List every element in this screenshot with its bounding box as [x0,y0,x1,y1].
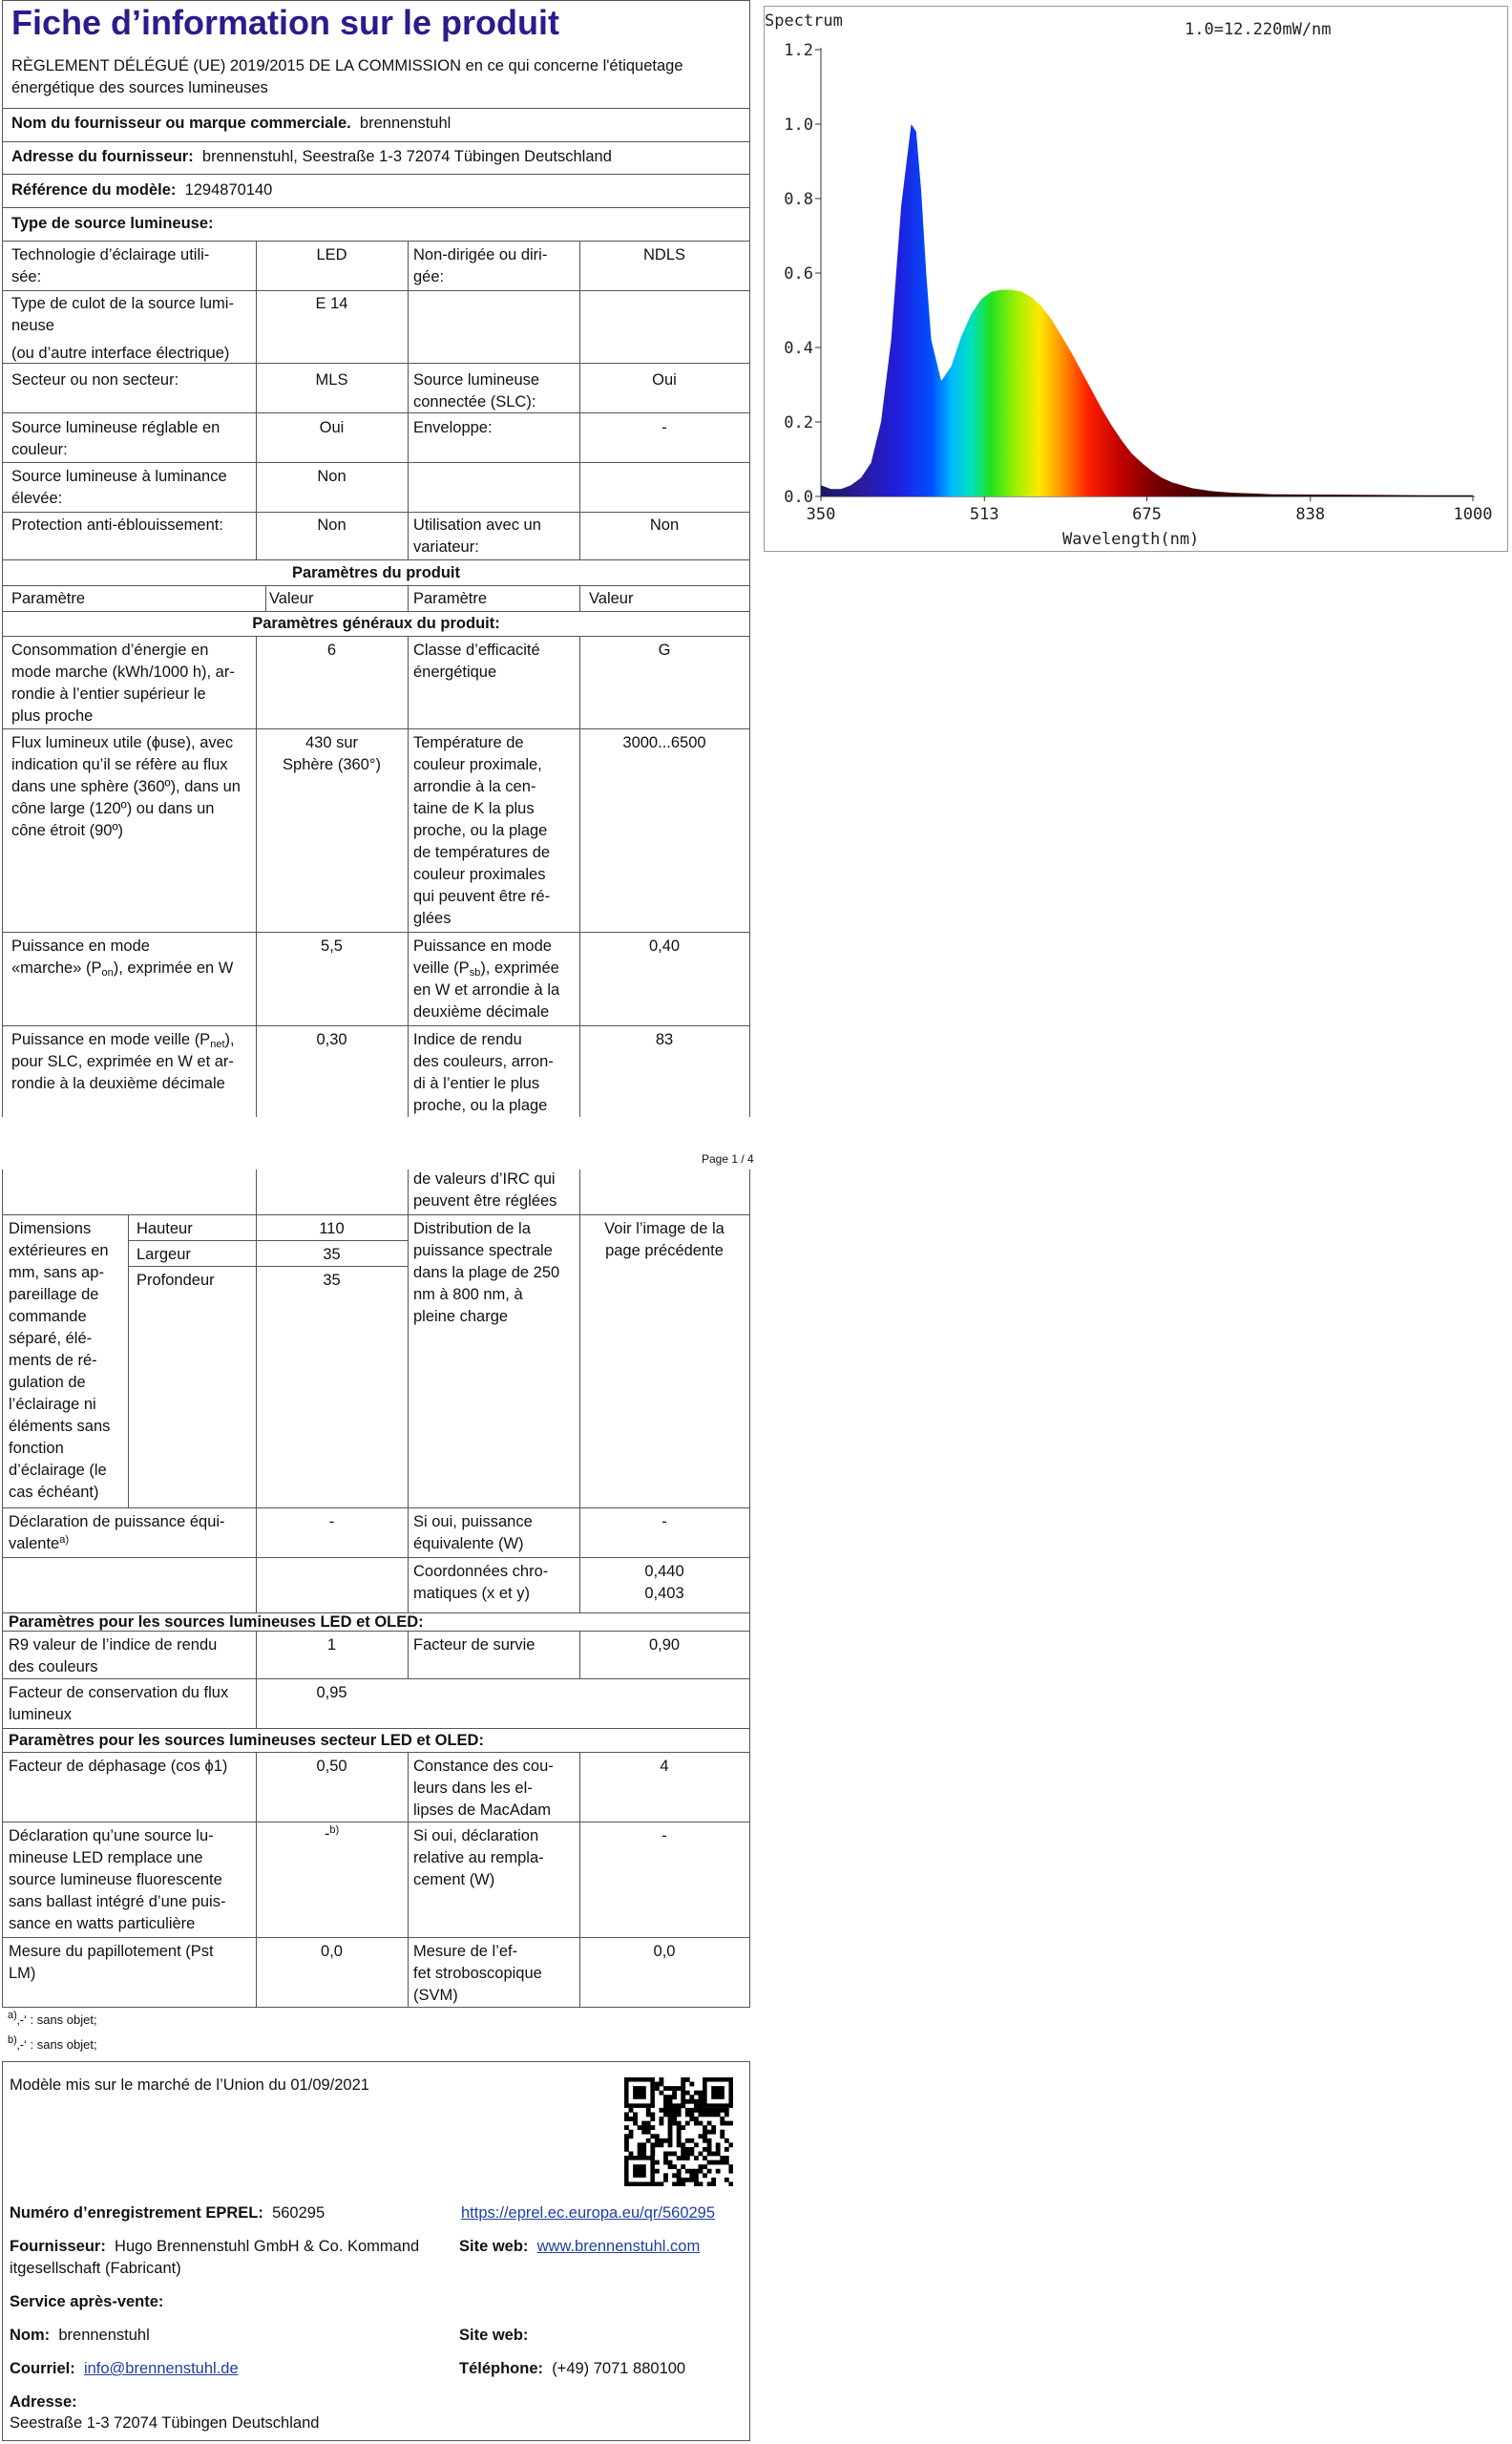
mains-label: Secteur ou non secteur: [11,371,179,389]
macadam-label: Constance des cou- leurs dans les el- lipses de MacAdam [413,1758,554,1819]
power-standby-value: 0,40 [648,938,681,955]
r9-value: 1 [326,1636,337,1654]
tech-value: LED [316,246,347,263]
colour-tunable-value: Oui [319,419,345,436]
cri-label: Indice de rendu des couleurs, arron- di à l’entier le plus proche, ou la plage [413,1031,554,1114]
chart-x-tick-label: 513 [969,505,999,524]
power-on-label: Puissance en mode «marche» $(P_{on})$, exprimée en W [11,938,234,979]
macadam-value: 4 [660,1758,669,1775]
mains-value: MLS [315,371,348,389]
lumen-maintenance-label: Facteur de conservation du flux lumineux [9,1684,229,1723]
col-header-param-1: Paramètre [11,590,86,607]
chart-y-tick-label: 1.0 [784,116,813,135]
dimmer-label: Utilisation avec un variateur: [413,516,541,556]
connected-value: Oui [652,371,677,389]
service-phone-row: Téléphone: (+49) 7071 880100 [459,2360,686,2377]
manufacturer-row: Fournisseur: Hugo Brennenstuhl GmbH & Co. Kommand itgesellschaft (Fabricant) [10,2238,420,2277]
flicker-label: Mesure du papillotement (Pst LM) [9,1943,214,1982]
service-address-value: Seestraße 1-3 72074 Tübingen Deutschland [10,2414,320,2432]
spectrum-series-area [821,124,1473,496]
chart-y-tick-label: 0.2 [784,413,813,432]
chromaticity-value: 0,440 0,403 [644,1563,684,1602]
chart-y-tick-label: 1.2 [784,41,813,60]
qr-code [624,2077,733,2186]
spectrum-chart-svg [765,7,1507,551]
stroboscopic-value: 0,0 [653,1943,676,1960]
replacement-claim-value: -$^{b)}$ [324,1824,340,1843]
col-header-value-1: Valeur [269,590,314,607]
directed-value: NDLS [642,246,685,263]
lumen-maintenance-value: 0,95 [316,1684,347,1701]
light-source-section-title: Type de source lumineuse: [11,215,214,232]
power-standby-label: Puissance en mode veille $(P_{sb})$, exprimée en W et arrondie à la deuxième décimale [413,938,560,1021]
supplier-address-value: brennenstuhl, Seestraße 1-3 72074 Tübingen Deutschland [201,148,612,165]
depth-label: Profondeur [136,1272,215,1289]
chart-x-axis-label: Wavelength(nm) [1062,530,1200,549]
service-website-label: Site web: [459,2327,529,2344]
model-reference-row [11,179,272,201]
tech-label: Technologie d’éclairage utili- sée: [11,246,210,285]
supplier-address-label: Adresse du fournisseur: [11,148,194,165]
equivalent-power-value: - [328,1513,335,1530]
footnote-a: $^{a)}$‚-‘ : sans objet; [8,2010,97,2027]
regulation-line-1: RÈGLEMENT DÉLÉGUÉ (UE) 2019/2015 DE LA COMMISSION en ce qui concerne l'étiquetage [11,57,683,74]
dimmer-value: Non [649,516,680,534]
chart-y-tick-label: 0.8 [784,190,813,209]
directed-label: Non-dirigée ou diri- gée: [413,246,548,285]
regulation-line-2: énergétique des sources lumineuses [11,79,268,96]
chart-y-tick-label: 0.0 [784,488,813,507]
equivalent-power-label: Déclaration de puissance équi- valente$^{a)}$ [9,1513,225,1552]
power-network-label: Puissance en mode veille $(P_{net})$, pour SLC, exprimée en W et ar- rondie à la deuxième décimale [11,1031,235,1092]
supplier-address-row [11,146,612,168]
high-luminance-value: Non [317,468,346,485]
page-title: Fiche d’information sur le produit [11,3,560,42]
spectral-distribution-label: Distribution de la puissance spectrale dans la plage de 250 nm à 800 nm, à pleine charge [413,1220,560,1325]
luminous-flux-label: Flux lumineux utile (ϕuse), avec indication qu’il se réfère au flux dans une sphère (360º), dans un cône large (120º) ou dans un cône étroit (90º) [11,734,241,839]
replacement-watt-label: Si oui, déclaration relative au rempla- cement (W) [413,1827,544,1888]
consumption-label: Consommation d’énergie en mode marche (kWh/1000 h), ar- rondie à l’entier supérieur le plus proche [11,642,235,725]
anti-glare-value: Non [317,516,346,534]
equivalent-watt-value: - [662,1513,667,1530]
survival-label: Facteur de survie [413,1636,536,1654]
service-name-row: Nom: brennenstuhl [10,2327,150,2344]
r9-label: R9 valeur de l’indice de rendu des couleurs [9,1636,218,1675]
eprel-registration-number: 560295 [272,2204,326,2222]
envelope-value: - [662,419,667,436]
cct-value: 3000...6500 [622,734,706,751]
mains-led-params-title: Paramètres pour les sources lumineuses secteur LED et OLED: [9,1732,484,1749]
cri-value: 83 [655,1031,674,1048]
envelope-label: Enveloppe: [413,419,493,436]
luminous-flux-value: 430 sur Sphère (360°) [283,734,381,773]
power-factor-label: Facteur de déphasage (cos ϕ1) [9,1758,228,1775]
height-label: Hauteur [136,1220,193,1237]
connected-label: Source lumineuse connectée (SLC): [413,371,540,411]
chart-x-tick-label: 1000 [1453,505,1493,524]
cap-type-label: Type de culot de la source lumi- neuse (ou d’autre interface électrique) [11,295,234,362]
supplier-name-value: brennenstuhl [359,115,452,132]
efficiency-class-label: Classe d’efficacité énergétique [413,642,540,681]
height-value: 110 [319,1220,345,1237]
eprel-qr-link[interactable]: https://eprel.ec.europa.eu/qr/560295 [461,2204,716,2222]
general-params-title: Paramètres généraux du produit: [252,615,500,632]
chart-x-tick-label: 675 [1132,505,1162,524]
spectral-distribution-value: Voir l’image de la page précédente [604,1220,724,1259]
width-value: 35 [323,1246,341,1263]
chart-y-tick-label: 0.4 [784,339,813,358]
efficiency-class-value: G [658,642,671,659]
manufacturer-website-row: Site web: www.brennenstuhl.com [459,2238,701,2255]
power-on-value: 5,5 [321,938,343,955]
spectrum-chart [764,6,1508,552]
colour-tunable-label: Source lumineuse réglable en couleur: [11,419,220,458]
replacement-claim-label: Déclaration qu’une source lu- mineuse LED remplace une source lumineuse fluorescente sans ballast intégré d’une puis- sance en watts particulière [9,1827,226,1932]
product-params-title: Paramètres du produit [291,564,461,581]
chart-scale-annotation: 1.0=12.220mW/nm [1185,20,1332,39]
col-header-value-2: Valeur [589,590,634,607]
col-header-param-2: Paramètre [413,590,488,607]
width-label: Largeur [136,1246,191,1263]
flicker-value: 0,0 [321,1943,343,1960]
depth-value: 35 [323,1272,341,1289]
chromaticity-label: Coordonnées chro- matiques (x et y) [413,1563,549,1602]
chart-title: Spectrum [765,11,843,31]
power-network-value: 0,30 [316,1031,347,1048]
market-date: Modèle mis sur le marché de l’Union du 01/09/2021 [10,2076,369,2094]
chart-x-tick-label: 350 [806,505,836,524]
equivalent-watt-label: Si oui, puissance équivalente (W) [413,1513,533,1552]
survival-value: 0,90 [648,1636,681,1654]
cri-label-continued: de valeurs d’IRC qui peuvent être réglées [413,1170,557,1210]
service-address-label: Adresse: [10,2393,77,2411]
model-reference-value: 1294870140 [184,181,273,199]
led-params-title: Paramètres pour les sources lumineuses LED et OLED: [9,1613,424,1631]
cct-label: Température de couleur proximale, arrondie à la cen- taine de K la plus proche, ou la plage de températures de couleur proximales qui peuvent être ré- glées [413,734,551,927]
stroboscopic-label: Mesure de l’ef- fet stroboscopique (SVM) [413,1943,542,2004]
high-luminance-label: Source lumineuse à luminance élevée: [11,468,227,507]
power-factor-value: 0,50 [316,1758,347,1775]
service-email-row: Courriel: info@brennenstuhl.de [10,2360,239,2377]
consumption-value: 6 [326,642,337,659]
dimensions-label: Dimensions extérieures en mm, sans ap- pareillage de commande séparé, élé- ments de ré- gulation de l’éclairage ni éléments sans fonction d’éclairage (le cas échéant) [9,1220,111,1501]
cap-type-value: E 14 [315,295,348,312]
chart-x-tick-label: 838 [1295,505,1326,524]
after-sales-title: Service après-vente: [10,2293,164,2310]
anti-glare-label: Protection anti-éblouissement: [11,516,223,534]
eprel-registration-row: Numéro d’enregistrement EPREL: 560295 [10,2204,326,2222]
footnote-b: $^{b)}$‚-‘ : sans objet; [8,2034,97,2052]
supplier-name-label: Nom du fournisseur ou marque commerciale. [11,115,351,132]
model-reference-label: Référence du modèle: [11,181,177,199]
supplier-name-row [11,113,451,135]
replacement-watt-value: - [662,1827,667,1844]
service-email-link[interactable]: info@brennenstuhl.de [83,2360,239,2377]
page-number: Page 1 / 4 [702,1152,754,1166]
chart-y-tick-label: 0.6 [784,264,813,284]
manufacturer-website-link[interactable]: www.brennenstuhl.com [536,2238,701,2255]
